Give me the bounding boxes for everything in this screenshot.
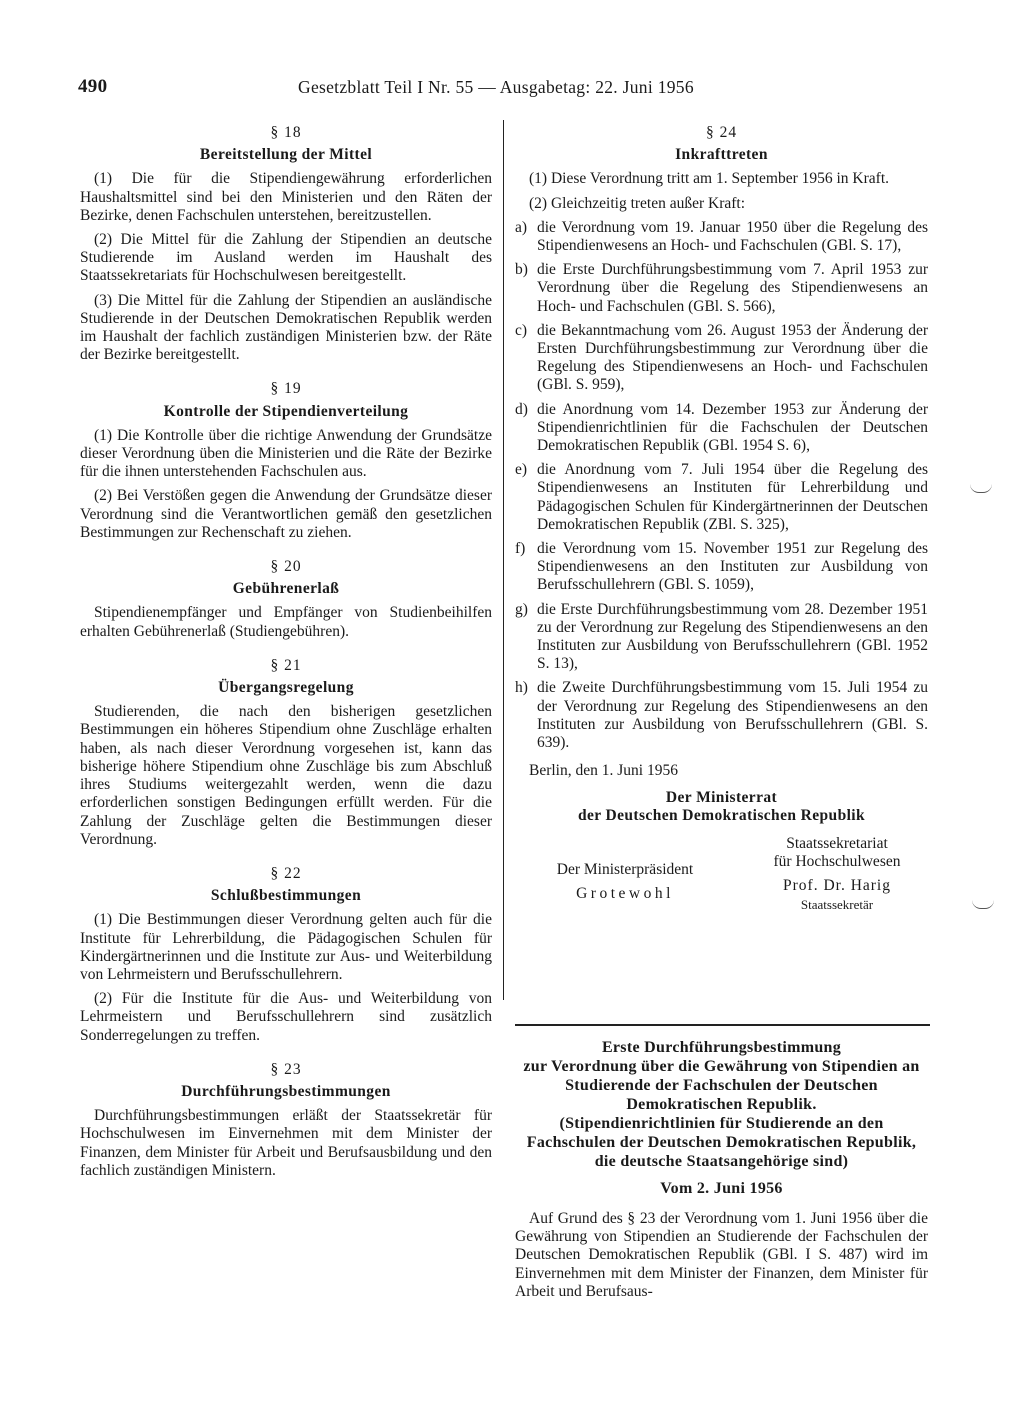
- item-label: b): [515, 261, 528, 279]
- item-text: die Anordnung vom 14. Dezember 1953 zur Änderung der Stipendienrichtlinien für die Fachschulen der Deutschen Demokratischen Republik (GBl. 1954 S. 6),: [537, 400, 928, 455]
- section-heading: Inkrafttreten: [675, 146, 768, 164]
- item-label: d): [515, 400, 528, 418]
- section-19: [80, 380, 492, 542]
- item-text: die Bekanntmachung vom 26. August 1953 der Änderung der Ersten Durchführungsbestimmung zur Verordnung über die Regelung des Stipendienwesens an Hoch- und Fachschulen (GBl. S. 959),: [537, 321, 928, 394]
- list-item: [515, 322, 928, 395]
- place-and-date: Berlin, den 1. Juni 1956: [529, 762, 678, 780]
- margin-mark: [970, 484, 992, 493]
- section-heading: Kontrolle der Stipendienverteilung: [163, 402, 409, 420]
- item-label: f): [515, 540, 526, 558]
- paragraph: (2) Die Mittel für die Zahlung der Stipendien an deutsche Studierende im Ausland werden im Haushalt des Staatssekretariats für Hochschulwesen bereitgestellt.: [80, 231, 492, 285]
- repealed-list: [515, 219, 928, 752]
- signature-block: [515, 835, 928, 917]
- list-item: [515, 219, 928, 255]
- list-item: [515, 679, 928, 752]
- item-text: die Verordnung vom 19. Januar 1950 über die Regelung des Stipendienwesens an Hoch- und Fachschulen (GBl. S. 17),: [537, 218, 928, 255]
- section-heading: Bereitstellung der Mittel: [199, 146, 373, 164]
- paragraph: (2) Bei Verstößen gegen die Anwendung der Grundsätze dieser Verordnung sind die Verantwortlichen gemäß den gesetzlichen Bestimmungen zur Rechenschaft zu ziehen.: [80, 487, 492, 541]
- paragraph: (1) Die für die Stipendiengewährung erforderlichen Haushaltsmittel sind bei den Ministerien und den Räten der Bezirke, denen Fachschulen unterstehen, bereitzustellen.: [80, 170, 492, 224]
- signature-state-secretary: [747, 835, 927, 914]
- section-20: [80, 558, 492, 641]
- section-number: § 24: [705, 124, 738, 141]
- section-18: [80, 124, 492, 364]
- item-label: e): [515, 461, 528, 479]
- paragraph: Stipendienempfänger und Empfänger von Studienbeihilfen erhalten Gebührenerlaß (Studiengebühren).: [80, 604, 492, 640]
- council-name-line-2: der Deutschen Demokratischen Republik: [577, 806, 866, 824]
- announcement-block: [515, 1028, 928, 1301]
- section-heading: Gebührenerlaß: [232, 580, 340, 598]
- signatory-org-line-2: für Hochschulwesen: [773, 853, 901, 871]
- announcement-line-2: zur Verordnung über die Gewährung von Stipendien an Studierende der Fachschulen der Deutschen Demokratischen Republik.: [523, 1058, 920, 1113]
- paragraph: (1) Die Kontrolle über die richtige Anwendung der Grundsätze dieser Verordnung üben die Ministerien und die Räte der Bezirke für die ihnen unterstehenden Fachschulen aus.: [80, 426, 492, 481]
- paragraph: Studierenden, die nach den bisherigen gesetzlichen Bestimmungen ein höheres Stipendium ohne Zuschläge erhalten haben, als nach dieser Verordnung vorgesehen ist, kann das bisherige höhere Stipendium ohne Zuschläge bis zum Abschluß ihres Studiums weitergezahlt werden, wenn die dazu erforderlichen sonstigen Bedingungen erfüllt werden. Für die Zahlung der Zuschläge gelten die Bestimmungen dieser Verordnung.: [80, 703, 492, 848]
- announcement-line-3: (Stipendienrichtlinien für Studierende an den Fachschulen der Deutschen Demokratischen Republik, die deutsche Staatsangehörige sind): [526, 1115, 917, 1170]
- list-item: [515, 261, 928, 316]
- section-divider: [515, 1024, 930, 1026]
- page-header: [78, 76, 938, 102]
- paragraph: (2) Gleichzeitig treten außer Kraft:: [529, 194, 746, 212]
- gazette-title: Gesetzblatt Teil I Nr. 55 — Ausgabetag: 22. Juni 1956: [298, 77, 694, 97]
- list-item: [515, 601, 928, 674]
- item-text: die Anordnung vom 7. Juli 1954 über die Regelung des Stipendienwesens an Instituten für Lehrerbildung und Pädagogischen Schulen für Kindergärtnerinnen der Deutschen Demokratischen Republik (ZBl. S. 325),: [537, 461, 928, 533]
- paragraph: (2) Für die Institute für die Aus- und Weiterbildung von Lehrmeistern und Berufsschullehrern sind zusätzlich Sonderregelungen zu treffen.: [80, 990, 492, 1044]
- paragraph: Durchführungsbestimmungen erläßt der Staatssekretär für Hochschulwesen im Einvernehmen mit dem Minister der Finanzen, dem Minister für Arbeit und Berufsausbildung und den fachlich zuständigen Ministern.: [80, 1107, 492, 1179]
- section-heading: Schlußbestimmungen: [210, 887, 362, 905]
- signatory-name: Grotewohl: [576, 885, 674, 903]
- section-24: [515, 124, 928, 752]
- signatory-role: Staatssekretär: [800, 896, 874, 912]
- announcement-title: [515, 1038, 928, 1198]
- section-number: § 22: [270, 864, 302, 882]
- item-text: die Erste Durchführungsbestimmung vom 28. Dezember 1951 zu der Verordnung zur Regelung des Stipendienwesens an den Instituten zur Ausbildung von Berufsschullehrern (GBl. 1952 S. 13),: [537, 600, 928, 673]
- item-label: a): [515, 218, 528, 236]
- item-label: c): [515, 321, 528, 339]
- item-label: g): [515, 600, 528, 618]
- signatory-name: Prof. Dr. Harig: [783, 877, 891, 895]
- margin-mark: [972, 900, 994, 909]
- item-label: h): [515, 679, 528, 697]
- list-item: [515, 401, 928, 456]
- left-column: [80, 118, 492, 1186]
- item-text: die Erste Durchführungsbestimmung vom 7. April 1953 zur Verordnung über die Regelung des Stipendienwesens an Hoch- und Fachschulen (GBl. S. 566),: [537, 261, 928, 315]
- right-column: [515, 118, 928, 917]
- section-23: [80, 1061, 492, 1180]
- signature-prime-minister: [535, 861, 715, 903]
- list-item: [515, 540, 928, 595]
- paragraph: (3) Die Mittel für die Zahlung der Stipendien an ausländische Studierende in der Deutschen Demokratischen Republik werden im Haushalt der fachlich zuständigen Ministerien bzw. der Räte der Bezirke bereitgestellt.: [80, 291, 492, 364]
- section-number: § 20: [270, 558, 302, 576]
- item-text: die Verordnung vom 15. November 1951 zur Regelung des Stipendienwesens an den Instituten zur Ausbildung von Berufsschullehrern (GBl. S. 1059),: [537, 540, 928, 594]
- list-item: [515, 461, 928, 534]
- announcement-date: Vom 2. Juni 1956: [660, 1180, 783, 1197]
- section-heading: Durchführungsbestimmungen: [181, 1082, 391, 1100]
- intro-paragraph: Auf Grund des § 23 der Verordnung vom 1. Juni 1956 über die Gewährung von Stipendien an Studierende der Fachschulen der Deutschen Demokratischen Republik (GBl. I S. 487) wird im Einvernehmen mit dem Minister der Finanzen, dem Minister für Arbeit und Berufsaus-: [515, 1210, 928, 1300]
- item-text: die Zweite Durchführungsbestimmung vom 15. Juli 1954 zu der Verordnung zur Regelung des Stipendienwesens an den Instituten zur Ausbildung von Berufsschullehrern (GBl. S. 639).: [537, 679, 928, 752]
- column-divider: [503, 120, 504, 1000]
- section-heading: Übergangsregelung: [218, 679, 354, 697]
- council-name-line-1: Der Ministerrat: [665, 788, 778, 806]
- signatory-org-line-1: Staatssekretariat: [786, 834, 888, 852]
- section-21: [80, 657, 492, 849]
- section-number: § 18: [270, 124, 302, 141]
- section-number: § 23: [270, 1060, 302, 1078]
- section-number: § 21: [270, 656, 302, 674]
- paragraph: (1) Die Bestimmungen dieser Verordnung gelten auch für die Institute für Lehrerbildung, die Pädagogischen Schulen für Kindergärtnerinnen und die Institute zur Aus- und Weiterbildung von Lehrmeistern und Berufsschullehrern.: [80, 911, 492, 983]
- section-number: § 19: [270, 380, 302, 398]
- paragraph: (1) Diese Verordnung tritt am 1. September 1956 in Kraft.: [529, 170, 890, 188]
- signatory-title: Der Ministerpräsident: [556, 860, 694, 878]
- section-22: [80, 865, 492, 1045]
- announcement-line-1: Erste Durchführungsbestimmung: [601, 1039, 842, 1056]
- page-number: 490: [78, 76, 108, 97]
